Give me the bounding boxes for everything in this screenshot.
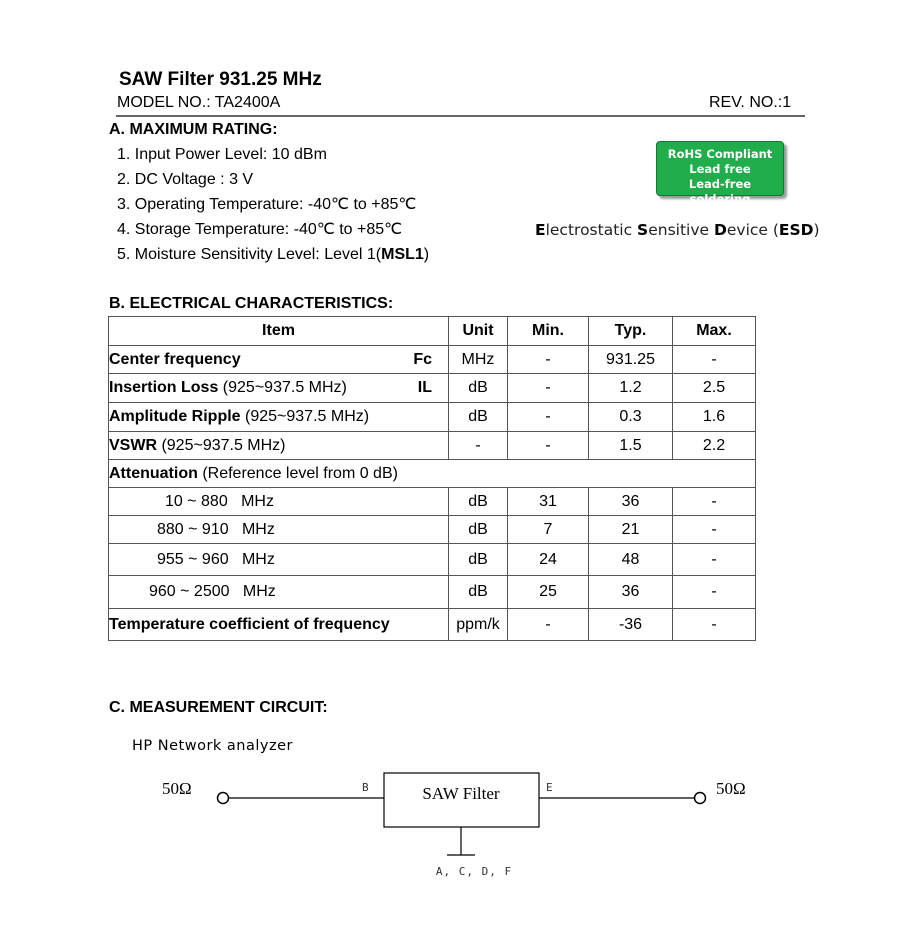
- attenuation-range: 880 ~ 910 MHz: [109, 516, 449, 544]
- table-row: Temperature coefficient of frequency ppm/k - -36 -: [109, 609, 756, 641]
- right-impedance-label: 50Ω: [716, 779, 746, 798]
- right-port-terminal: [695, 793, 706, 804]
- table-row: VSWR (925~937.5 MHz) - - 1.5 2.2: [109, 432, 756, 460]
- row-symbol: IL: [417, 379, 432, 396]
- table-row: 960 ~ 2500 MHz dB 25 36 -: [109, 576, 756, 609]
- revision-number: REV. NO.:1: [709, 94, 792, 111]
- attenuation-label: Attenuation (Reference level from 0 dB): [109, 460, 756, 488]
- row-label: Amplitude Ripple (925~937.5 MHz): [109, 403, 449, 432]
- rohs-line: Lead-free soldering: [688, 177, 752, 206]
- section-a-heading: A. MAXIMUM RATING:: [109, 121, 278, 138]
- pin-b-label: B: [362, 781, 369, 794]
- table-row: Center frequency Fc MHz - 931.25 -: [109, 346, 756, 374]
- table-row: 10 ~ 880 MHz dB 31 36 -: [109, 488, 756, 516]
- pin-e-label: E: [546, 781, 553, 794]
- row-label: Center frequency Fc: [109, 346, 449, 374]
- header-max: Max.: [673, 317, 756, 346]
- left-impedance-label: 50Ω: [162, 779, 192, 798]
- table-row: Amplitude Ripple (925~937.5 MHz) dB - 0.3 1.6: [109, 403, 756, 432]
- table-row: 955 ~ 960 MHz dB 24 48 -: [109, 544, 756, 576]
- saw-filter-label: SAW Filter: [422, 784, 500, 803]
- attenuation-range: 10 ~ 880 MHz: [109, 488, 449, 516]
- attenuation-range: 955 ~ 960 MHz: [109, 544, 449, 576]
- tempco-label: Temperature coefficient of frequency: [109, 609, 449, 641]
- rohs-line: RoHS Compliant: [667, 147, 773, 161]
- esd-label: Electrostatic Sensitive Device (ESD): [535, 221, 820, 239]
- header-unit: Unit: [449, 317, 508, 346]
- document-title: SAW Filter 931.25 MHz: [119, 69, 322, 90]
- attenuation-range: 960 ~ 2500 MHz: [109, 576, 449, 609]
- header-typ: Typ.: [589, 317, 673, 346]
- analyzer-label: HP Network analyzer: [132, 738, 293, 754]
- ground-pins-label: A, C, D, F: [435, 865, 513, 878]
- rating-item: 3. Operating Temperature: -40℃ to +85℃: [117, 196, 417, 213]
- rating-item: 2. DC Voltage : 3 V: [117, 171, 254, 188]
- header-item: Item: [109, 317, 449, 346]
- table-row: 880 ~ 910 MHz dB 7 21 -: [109, 516, 756, 544]
- rating-item: 5. Moisture Sensitivity Level: Level 1(MSL1): [117, 246, 430, 263]
- rohs-line: Lead free: [689, 162, 751, 176]
- row-label: VSWR (925~937.5 MHz): [109, 432, 449, 460]
- rating-item: 1. Input Power Level: 10 dBm: [117, 146, 327, 163]
- model-number: MODEL NO.: TA2400A: [117, 94, 281, 111]
- row-label: Insertion Loss (925~937.5 MHz) IL: [109, 374, 449, 403]
- left-port-terminal: [218, 793, 229, 804]
- rating-item: 4. Storage Temperature: -40℃ to +85℃: [117, 221, 403, 238]
- table-row: Insertion Loss (925~937.5 MHz) IL dB - 1.2 2.5: [109, 374, 756, 403]
- section-c-heading: C. MEASUREMENT CIRCUIT:: [109, 699, 328, 716]
- section-b-heading: B. ELECTRICAL CHARACTERISTICS:: [109, 295, 394, 312]
- header-min: Min.: [508, 317, 589, 346]
- row-symbol: Fc: [413, 350, 432, 368]
